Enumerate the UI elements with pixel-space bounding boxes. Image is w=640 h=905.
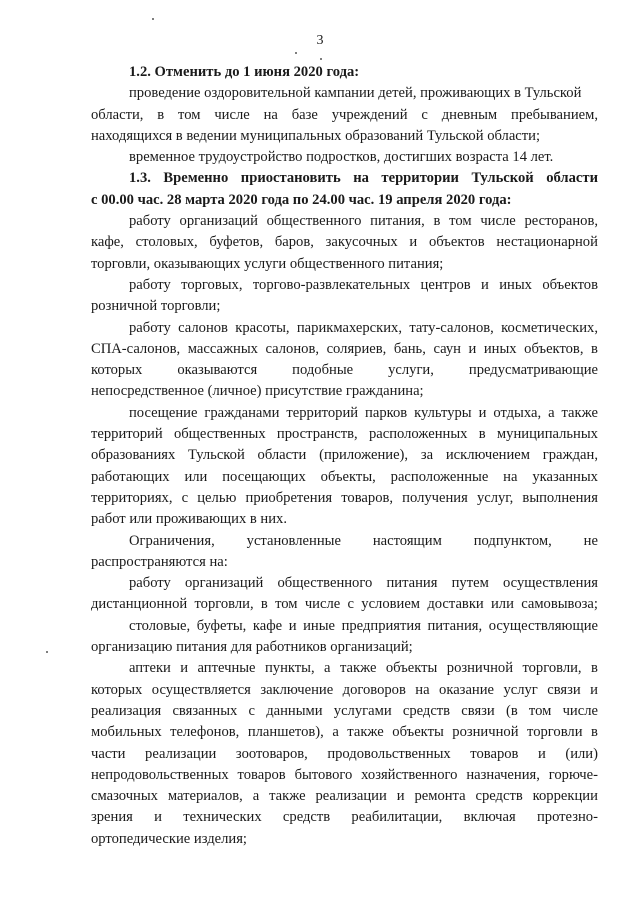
word: ремонта	[414, 788, 466, 805]
word: иных	[499, 276, 532, 293]
word: торговых,	[181, 276, 243, 293]
word: товаров,	[341, 489, 394, 506]
word: средств	[475, 788, 523, 805]
word: и	[590, 681, 598, 698]
word: области	[257, 447, 307, 464]
word: а	[324, 660, 331, 677]
word: доставки	[427, 596, 484, 613]
word: указанных	[532, 468, 598, 485]
word: договоров	[342, 681, 406, 698]
word: бань,	[393, 340, 426, 357]
word: с	[248, 702, 255, 719]
word: аптеки	[129, 660, 171, 677]
word: услуг	[503, 681, 538, 698]
word: том	[275, 596, 298, 613]
word: планшетов),	[247, 724, 324, 741]
word: том	[178, 106, 201, 123]
text-line	[91, 744, 598, 765]
word: зоотоваров,	[235, 745, 308, 762]
word: получения	[402, 489, 468, 506]
word: товаров	[470, 745, 519, 762]
word: числе	[562, 702, 598, 719]
word: розничной	[446, 660, 514, 677]
word: баров,	[274, 234, 314, 251]
word: хозяйственного	[361, 766, 458, 783]
word: назначения,	[466, 766, 540, 783]
word: а	[332, 724, 339, 741]
word: СПА-салонов,	[91, 340, 181, 357]
word: протезно-	[536, 809, 598, 826]
word: не	[583, 532, 598, 549]
word: питания	[386, 575, 438, 592]
word: массажных	[187, 340, 258, 357]
scan-speck	[46, 651, 48, 653]
word: осуществляющие	[488, 617, 598, 634]
word: в	[433, 213, 441, 230]
word: объекты	[385, 660, 438, 677]
text-line	[91, 765, 598, 786]
text-line	[91, 658, 598, 679]
word: а	[252, 788, 260, 805]
word: осуществления	[503, 575, 598, 592]
word: части	[91, 745, 126, 762]
word: иные	[303, 617, 335, 634]
word: за	[420, 447, 434, 464]
text-line	[91, 807, 598, 828]
word: том	[449, 213, 472, 230]
word: продовольственных	[327, 745, 451, 762]
word: том	[528, 702, 552, 719]
word: реабилитации,	[351, 809, 443, 826]
text-line	[91, 424, 598, 445]
word: косметических,	[501, 319, 598, 336]
word: предусматривающие	[468, 362, 598, 379]
word: области,	[91, 106, 144, 123]
word: базе	[291, 106, 318, 123]
word: работу	[129, 319, 171, 336]
word: в	[478, 426, 486, 443]
word: коррекции	[532, 788, 598, 805]
word: Ограничения,	[129, 532, 215, 549]
text-line: торговли, оказывающих услуги общественного питания;	[91, 255, 444, 272]
word: (в	[505, 702, 518, 719]
text-line: проведение оздоровительной кампании детей, проживающих в Тульской	[129, 85, 582, 102]
word: и	[409, 234, 418, 251]
word: в	[591, 340, 598, 357]
word: (приложение),	[319, 447, 409, 464]
word: образованиях	[91, 447, 176, 464]
text-line	[91, 339, 598, 360]
word: саун	[433, 340, 461, 357]
word: смазочных	[91, 788, 158, 805]
word: реализации	[145, 745, 217, 762]
word: работу	[129, 213, 171, 230]
word: числе	[214, 106, 250, 123]
word: питания,	[370, 213, 425, 230]
word: отдыха,	[493, 404, 542, 421]
word: также	[269, 788, 306, 805]
word: или	[184, 468, 208, 485]
word: предприятия	[341, 617, 421, 634]
word: в	[157, 106, 165, 123]
word: закусочных	[325, 234, 398, 251]
word: выполнения	[522, 489, 598, 506]
word: территории	[381, 170, 459, 187]
word: общественных	[173, 426, 266, 443]
word: тату-салонов,	[409, 319, 494, 336]
word: общественного	[266, 213, 362, 230]
word: работающих	[91, 468, 170, 485]
word: объектов	[428, 234, 485, 251]
text-line	[91, 616, 598, 637]
page-number: 3	[316, 33, 324, 48]
word: иных	[483, 340, 517, 357]
text-line: розничной торговли;	[91, 298, 221, 315]
word: связи	[461, 702, 495, 719]
word: и	[478, 404, 487, 421]
word: исключением	[445, 447, 530, 464]
word: нестационарной	[496, 234, 598, 251]
word: включая	[463, 809, 516, 826]
word: подпунктом,	[473, 532, 552, 549]
word: пространств,	[276, 426, 358, 443]
word: и	[154, 809, 162, 826]
text-line: ортопедические изделия;	[91, 830, 247, 847]
word: услуги,	[388, 362, 434, 379]
word: с	[421, 106, 428, 123]
word: в	[591, 724, 598, 741]
word: связанных	[172, 702, 238, 719]
word: питания,	[427, 617, 483, 634]
word: 1.3.	[129, 170, 151, 187]
word: аптечные	[197, 660, 256, 677]
word: организаций	[184, 575, 264, 592]
word: целью	[197, 489, 237, 506]
word: условием	[361, 596, 421, 613]
text-line	[91, 722, 598, 743]
word: общественного	[277, 575, 373, 592]
word: дистанционной	[91, 596, 188, 613]
word: столовых,	[135, 234, 198, 251]
text-line: распространяются на:	[91, 553, 228, 570]
word: (или)	[565, 745, 598, 762]
heading-line: 1.2. Отменить до 1 июня 2020 года:	[129, 64, 360, 80]
text-line	[91, 403, 598, 424]
word: числе	[304, 596, 341, 613]
word: кафе	[252, 617, 283, 634]
word: на	[263, 106, 278, 123]
word: связи	[547, 681, 581, 698]
text-line	[91, 573, 598, 594]
word: реализации	[315, 788, 387, 805]
word: осуществляется	[151, 681, 251, 698]
word: технических	[183, 809, 262, 826]
word: Временно	[163, 170, 229, 187]
word: самовывоза;	[521, 596, 598, 613]
word: дневным	[441, 106, 498, 123]
word: объектов	[542, 276, 598, 293]
word: числе	[480, 213, 516, 230]
text-line	[91, 594, 598, 615]
word: и	[396, 788, 405, 805]
text-line	[91, 680, 598, 701]
word: торговли,	[522, 660, 582, 677]
word: также	[339, 660, 377, 677]
word: красоты,	[235, 319, 290, 336]
word: на	[503, 468, 518, 485]
text-line: временное трудоустройство подростков, достигших возраста 14 лет.	[129, 149, 554, 166]
word: муниципальных	[496, 426, 598, 443]
text-line	[91, 488, 598, 509]
word: приостановить	[240, 170, 341, 187]
word: горюче-	[548, 766, 598, 783]
heading-line: с 00.00 час. 28 марта 2020 года по 24.00 час. 19 апреля 2020 года:	[91, 191, 512, 208]
word: объектов,	[524, 340, 584, 357]
word: и	[288, 617, 297, 634]
word: территорий	[286, 404, 359, 421]
word: бытового	[294, 766, 353, 783]
word: столовые,	[129, 617, 191, 634]
word: товаров	[237, 766, 286, 783]
heading-line	[91, 168, 598, 189]
word: посещение	[129, 404, 198, 421]
text-line	[91, 531, 598, 552]
scan-speck	[320, 58, 322, 60]
word: гражданами	[204, 404, 280, 421]
word: и	[180, 660, 189, 677]
word: учреждений	[331, 106, 408, 123]
word: буфетов,	[209, 234, 264, 251]
text-line	[91, 445, 598, 466]
word: и	[468, 340, 477, 357]
word: расположенные	[390, 468, 489, 485]
word: торговли,	[194, 596, 254, 613]
word: оказываются	[177, 362, 258, 379]
word: салонов	[178, 319, 228, 336]
word: материалов,	[167, 788, 243, 805]
word: на	[415, 681, 430, 698]
word: в	[260, 596, 268, 613]
word: парикмахерских,	[296, 319, 402, 336]
word: путем	[451, 575, 489, 592]
word: и	[481, 276, 489, 293]
word: средств	[402, 702, 451, 719]
word: мобильных	[91, 724, 162, 741]
word: торгово-развлекательных	[252, 276, 411, 293]
word: пребыванием,	[511, 106, 598, 123]
word: средств	[282, 809, 331, 826]
word: установленные	[246, 532, 341, 549]
word: Тульской	[471, 170, 534, 187]
text-line: работ или проживающих в них.	[91, 511, 287, 528]
text-line	[91, 360, 598, 381]
word: работу	[129, 276, 171, 293]
word: в	[591, 660, 598, 677]
word: телефонов,	[170, 724, 240, 741]
word: заключение	[260, 681, 334, 698]
text-line	[91, 701, 598, 722]
word: территориях,	[91, 489, 173, 506]
text-line	[91, 275, 598, 296]
word: соляриев,	[326, 340, 387, 357]
scan-speck	[295, 52, 297, 54]
word: центров	[420, 276, 471, 293]
word: зрения	[91, 809, 133, 826]
word: которых	[91, 681, 143, 698]
scan-speck	[152, 18, 154, 20]
word: с	[181, 489, 189, 506]
word: непродовольственных	[91, 766, 229, 783]
word: подобные	[292, 362, 354, 379]
word: организаций	[179, 213, 258, 230]
text-line: находящихся в ведении муниципальных образований Тульской области;	[91, 127, 541, 144]
word: розничной	[452, 724, 519, 741]
word: приобретения	[245, 489, 333, 506]
word: торговли	[527, 724, 583, 741]
word: Тульской	[188, 447, 245, 464]
word: культуры	[414, 404, 472, 421]
text-line	[91, 467, 598, 488]
word: услугами	[333, 702, 392, 719]
word: расположенных	[368, 426, 468, 443]
word: объекты,	[320, 468, 376, 485]
word: ресторанов,	[524, 213, 598, 230]
word: области	[546, 170, 598, 187]
word: оказание	[439, 681, 495, 698]
word: которых	[91, 362, 143, 379]
word: также	[561, 404, 598, 421]
document-body	[91, 62, 598, 850]
word: или	[491, 596, 514, 613]
word: услуг,	[476, 489, 514, 506]
text-line	[91, 786, 598, 807]
word: территорий	[91, 426, 163, 443]
word: посещающих	[222, 468, 306, 485]
text-line	[91, 211, 598, 232]
word: настоящим	[372, 532, 442, 549]
word: также	[347, 724, 384, 741]
text-line: непосредственное (личное) присутствие гражданина;	[91, 383, 424, 400]
word: работу	[129, 575, 171, 592]
word: граждан,	[542, 447, 598, 464]
word: с	[347, 596, 354, 613]
text-line	[91, 318, 598, 339]
word: и	[537, 745, 546, 762]
word: салонов,	[265, 340, 320, 357]
text-line	[91, 105, 598, 126]
text-line: организацию питания для работников организаций;	[91, 639, 413, 656]
text-line	[91, 232, 598, 253]
word: парков	[365, 404, 408, 421]
word: реализация	[91, 702, 162, 719]
word: а	[548, 404, 555, 421]
word: пункты,	[264, 660, 315, 677]
word: на	[353, 170, 369, 187]
word: данными	[266, 702, 323, 719]
word: кафе,	[91, 234, 124, 251]
word: объекты	[392, 724, 444, 741]
word: буфеты,	[196, 617, 247, 634]
